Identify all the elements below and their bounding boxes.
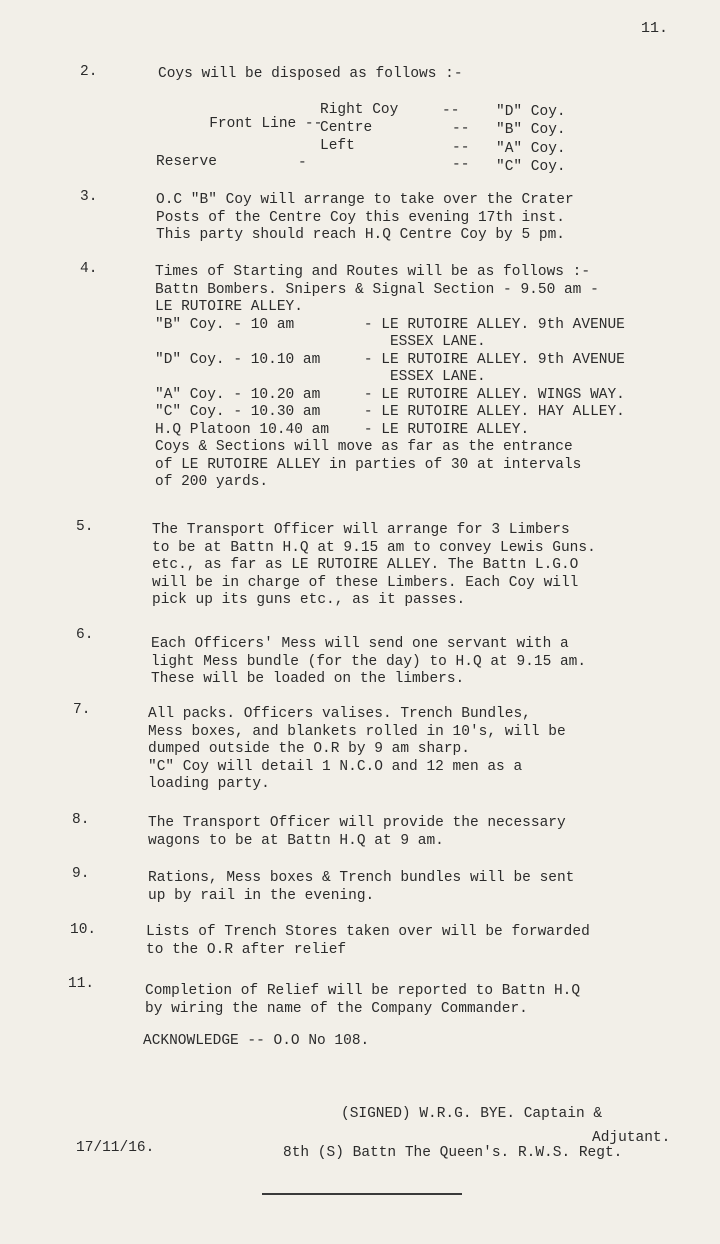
para-9-body — [148, 870, 574, 905]
para-line: of LE RUTOIRE ALLEY in parties of 30 at intervals — [155, 456, 582, 473]
disp-col-a: Reserve — [156, 154, 217, 170]
para-10-number: 10. — [70, 922, 97, 938]
para-line: ESSEX LANE. — [155, 369, 486, 385]
para-line: Rations, Mess boxes & Trench bundles will be sent — [148, 870, 575, 886]
para-2-text: Coys will be disposed as follows :- — [158, 66, 463, 82]
para-7-number: 7. — [73, 702, 91, 718]
para-line: O.C "B" Coy will arrange to take over the Crater — [156, 192, 574, 208]
para-line: The Transport Officer will arrange for 3 Limbers — [152, 522, 570, 538]
acknowledge-line: ACKNOWLEDGE -- O.O No 108. — [143, 1033, 370, 1049]
para-line: Battn Bombers. Snipers & Signal Section - 9.50 am - — [155, 281, 599, 298]
para-3-body — [156, 192, 574, 245]
para-line: pick up its guns etc., as it passes. — [152, 592, 466, 608]
disp-col-c: -- — [452, 140, 470, 156]
para-line: These will be loaded on the limbers. — [151, 671, 465, 687]
para-line: "B" Coy. - 10 am - LE RUTOIRE ALLEY. 9th AVENUE — [155, 316, 625, 333]
disp-col-d: "A" Coy. — [496, 141, 566, 157]
para-line: light Mess bundle (for the day) to H.Q at 9.15 am. — [151, 653, 587, 670]
disp-col-d: "B" Coy. — [496, 122, 566, 138]
page-number: 11. — [641, 20, 669, 37]
para-line: "C" Coy. - 10.30 am - LE RUTOIRE ALLEY. HAY ALLEY. — [155, 404, 625, 420]
para-11-body — [145, 983, 580, 1018]
disp-col-b: - — [298, 155, 307, 171]
disp-col-c: -- — [452, 121, 470, 137]
para-line: etc., as far as LE RUTOIRE ALLEY. The Battn L.G.O — [152, 557, 579, 573]
para-line: Mess boxes, and blankets rolled in 10's, will be — [148, 723, 566, 740]
para-3-number: 3. — [80, 189, 98, 205]
document-date: 17/11/16. — [76, 1140, 155, 1156]
para-line: up by rail in the evening. — [148, 887, 375, 904]
signature-line-2: Adjutant. — [592, 1130, 671, 1146]
para-line: will be in charge of these Limbers. Each Coy will — [152, 574, 579, 591]
para-line: The Transport Officer will provide the necessary — [148, 815, 566, 831]
para-10-body — [146, 924, 590, 959]
para-line: wagons to be at Battn H.Q at 9 am. — [148, 832, 444, 849]
para-5-body — [152, 522, 596, 610]
para-7-body — [148, 706, 566, 794]
para-5-number: 5. — [76, 519, 94, 535]
para-line: Completion of Relief will be reported to Battn H.Q — [145, 983, 581, 999]
para-line: "A" Coy. - 10.20 am - LE RUTOIRE ALLEY. WINGS WAY. — [155, 386, 625, 403]
para-line: Coys & Sections will move as far as the entrance — [155, 439, 573, 455]
para-6-body — [151, 636, 586, 689]
para-6-number: 6. — [76, 627, 94, 643]
para-line: H.Q Platoon 10.40 am - LE RUTOIRE ALLEY. — [155, 421, 530, 438]
para-line: Lists of Trench Stores taken over will be forwarded — [146, 924, 590, 940]
para-4-body — [155, 264, 625, 492]
para-line: to the O.R after relief — [146, 941, 347, 958]
para-line: "C" Coy will detail 1 N.C.O and 12 men as a — [148, 758, 523, 775]
para-9-number: 9. — [72, 866, 90, 882]
para-line: by wiring the name of the Company Commander. — [145, 1000, 528, 1017]
disp-col-b: Left — [320, 138, 355, 154]
para-line: Posts of the Centre Coy this evening 17th inst. — [156, 209, 565, 226]
para-2-number: 2. — [80, 64, 98, 80]
para-line: "D" Coy. - 10.10 am - LE RUTOIRE ALLEY. 9th AVENUE — [155, 351, 625, 368]
disp-col-c: -- — [452, 157, 470, 173]
para-line: Times of Starting and Routes will be as follows :- — [155, 264, 591, 280]
signature-line-3: 8th (S) Battn The Queen's. R.W.S. Regt. — [283, 1145, 623, 1161]
para-line: LE RUTOIRE ALLEY. — [155, 299, 303, 315]
disposition-row — [157, 100, 322, 148]
para-4-number: 4. — [80, 261, 98, 277]
para-line: Each Officers' Mess will send one servant with a — [151, 636, 569, 652]
disp-col-b: Centre — [320, 120, 373, 136]
para-line: ESSEX LANE. — [155, 334, 486, 350]
para-line: of 200 yards. — [155, 474, 269, 490]
para-8-number: 8. — [72, 812, 90, 828]
signature-line-1: (SIGNED) W.R.G. BYE. Captain & — [341, 1106, 603, 1122]
para-line: to be at Battn H.Q at 9.15 am to convey Lewis Guns. — [152, 539, 596, 556]
para-line: This party should reach H.Q Centre Coy by 5 pm. — [156, 227, 565, 243]
disp-col-d: "D" Coy. — [496, 104, 566, 120]
para-line: dumped outside the O.R by 9 am sharp. — [148, 741, 470, 757]
disp-col-c: -- — [442, 103, 460, 119]
para-8-body — [148, 815, 566, 850]
disp-col-a: Front Line -- — [209, 116, 323, 132]
disp-col-b: Right Coy — [320, 102, 399, 118]
disp-col-d: "C" Coy. — [496, 159, 566, 175]
para-line: All packs. Officers valises. Trench Bundles, — [148, 706, 531, 722]
para-line: loading party. — [148, 776, 270, 792]
para-11-number: 11. — [68, 976, 95, 992]
bottom-rule — [262, 1193, 462, 1195]
